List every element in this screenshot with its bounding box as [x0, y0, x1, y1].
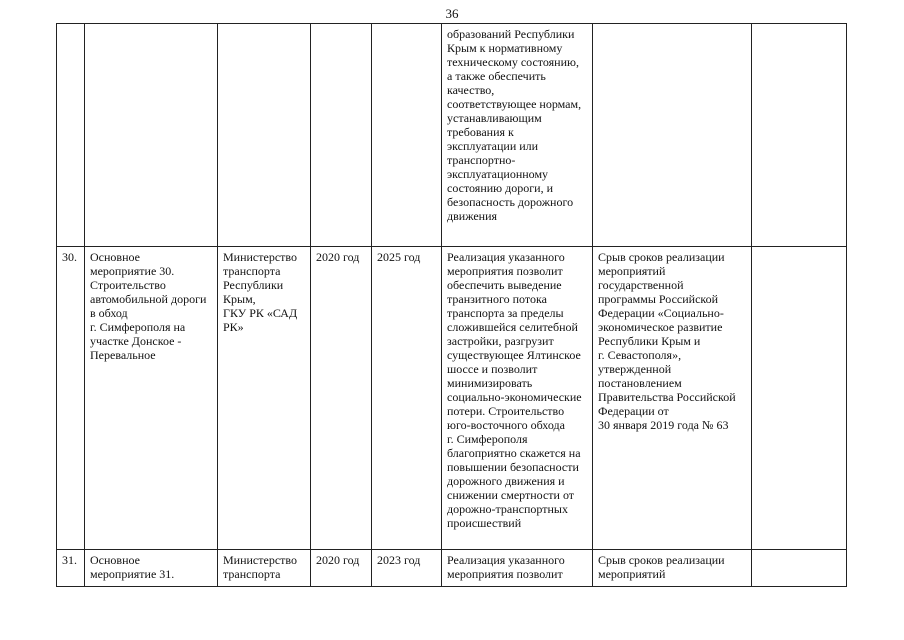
- cell-related-indicators: [752, 247, 847, 550]
- cell-text-line: Срыв сроков реализации: [598, 553, 725, 567]
- cell-text-line: соответствующее нормам,: [447, 97, 582, 111]
- cell-text-line: постановлением: [598, 376, 682, 390]
- cell-text-line: потери. Строительство: [447, 404, 565, 418]
- cell-text-line: программы Российской: [598, 292, 719, 306]
- cell-text-line: автомобильной дороги: [90, 292, 207, 306]
- cell-text-line: Крым к нормативному: [447, 41, 563, 55]
- cell-text-line: обеспечить выведение: [447, 278, 562, 292]
- cell-text-line: 30 января 2019 года № 63: [598, 418, 729, 432]
- cell-text-line: в обход: [90, 306, 128, 320]
- cell-text-line: социально-экономические: [447, 390, 582, 404]
- cell-text-line: г. Севастополя»,: [598, 348, 682, 362]
- cell-executor: [218, 550, 311, 587]
- cell-text-line: ГКУ РК «САД: [223, 306, 298, 320]
- cell-end-year: [372, 24, 442, 247]
- cell-text-line: Основное: [90, 553, 140, 567]
- cell-text-line: шоссе и позволит: [447, 362, 538, 376]
- cell-text-line: мероприятие 30.: [90, 264, 175, 278]
- cell-text-line: транзитного потока: [447, 292, 547, 306]
- cell-text-line: Строительство: [90, 278, 166, 292]
- cell-text-line: транспорта: [223, 264, 281, 278]
- cell-activity-name: [85, 550, 218, 587]
- cell-text-line: образований Республики: [447, 27, 575, 41]
- cell-text-line: Срыв сроков реализации: [598, 250, 725, 264]
- cell-text-line: участке Донское -: [90, 334, 182, 348]
- cell-text-line: Крым,: [223, 292, 256, 306]
- program-activities-table: [56, 23, 847, 587]
- cell-text-line: Республики: [223, 278, 284, 292]
- cell-text-line: благоприятно скажется на: [447, 446, 581, 460]
- cell-text-line: Республики Крым и: [598, 334, 701, 348]
- cell-text-line: минимизировать: [447, 376, 533, 390]
- cell-text-line: застройки, разгрузит: [447, 334, 554, 348]
- cell-consequences: [593, 550, 752, 587]
- cell-activity-name: [85, 247, 218, 550]
- cell-end-year: 2023 год: [372, 550, 442, 587]
- cell-text-line: требования к: [447, 125, 514, 139]
- cell-text-line: утвержденной: [598, 362, 672, 376]
- cell-text-line: транспортно-: [447, 153, 516, 167]
- cell-text-line: г. Симферополя: [447, 432, 528, 446]
- cell-expected-result: [442, 247, 593, 550]
- cell-text-line: эксплуатационному: [447, 167, 549, 181]
- cell-text-line: Федерации «Социально-: [598, 306, 724, 320]
- cell-text-line: движения: [447, 209, 498, 223]
- cell-expected-result: [442, 550, 593, 587]
- cell-text-line: Федерации от: [598, 404, 669, 418]
- cell-text-line: Основное: [90, 250, 140, 264]
- cell-text-line: транспорта за пределы: [447, 306, 564, 320]
- cell-text-line: РК»: [223, 320, 244, 334]
- cell-number: 30.: [57, 247, 85, 550]
- cell-text-line: безопасность дорожного: [447, 195, 574, 209]
- table-row-31: [57, 550, 847, 587]
- cell-number: 31.: [57, 550, 85, 587]
- cell-text-line: Министерство: [223, 250, 297, 264]
- cell-text-line: мероприятие 31.: [90, 567, 175, 581]
- page-number: 36: [445, 6, 459, 21]
- cell-text-line: состоянию дороги, и: [447, 181, 554, 195]
- cell-consequences: [593, 24, 752, 247]
- cell-text-line: Правительства Российской: [598, 390, 736, 404]
- cell-start-year: 2020 год: [311, 247, 372, 550]
- cell-text-line: сложившейся селитебной: [447, 320, 578, 334]
- cell-executor: [218, 247, 311, 550]
- cell-start-year: 2020 год: [311, 550, 372, 587]
- cell-text-line: Реализация указанного: [447, 250, 565, 264]
- cell-text-line: существующее Ялтинское: [447, 348, 581, 362]
- cell-text-line: мероприятий: [598, 567, 666, 581]
- cell-related-indicators: [752, 24, 847, 247]
- cell-text-line: снижении смертности от: [447, 488, 575, 502]
- cell-text-line: мероприятия позволит: [447, 567, 563, 581]
- cell-text-line: дорожного движения и: [447, 474, 565, 488]
- cell-text-line: а также обеспечить: [447, 69, 546, 83]
- cell-text-line: устанавливающим: [447, 111, 542, 125]
- cell-text-line: эксплуатации или: [447, 139, 539, 153]
- cell-text-line: экономическое развитие: [598, 320, 723, 334]
- cell-text-line: г. Симферополя на: [90, 320, 186, 334]
- table-row-continuation: [57, 24, 847, 247]
- cell-text-line: качество,: [447, 83, 495, 97]
- cell-text-line: Перевальное: [90, 348, 156, 362]
- cell-text-line: дорожно-транспортных: [447, 502, 568, 516]
- cell-expected-result: [442, 24, 593, 247]
- cell-start-year: [311, 24, 372, 247]
- cell-text-line: юго-восточного обхода: [447, 418, 565, 432]
- cell-consequences: [593, 247, 752, 550]
- cell-number: [57, 24, 85, 247]
- cell-text-line: Реализация указанного: [447, 553, 565, 567]
- cell-text-line: государственной: [598, 278, 684, 292]
- cell-text-line: мероприятий: [598, 264, 666, 278]
- cell-end-year: 2025 год: [372, 247, 442, 550]
- cell-text-line: происшествий: [447, 516, 522, 530]
- cell-related-indicators: [752, 550, 847, 587]
- cell-executor: [218, 24, 311, 247]
- cell-activity-name: [85, 24, 218, 247]
- cell-text-line: техническому состоянию,: [447, 55, 579, 69]
- cell-text-line: Министерство: [223, 553, 297, 567]
- cell-text-line: повышении безопасности: [447, 460, 579, 474]
- cell-text-line: транспорта: [223, 567, 281, 581]
- table-row-30: [57, 247, 847, 550]
- cell-text-line: мероприятия позволит: [447, 264, 563, 278]
